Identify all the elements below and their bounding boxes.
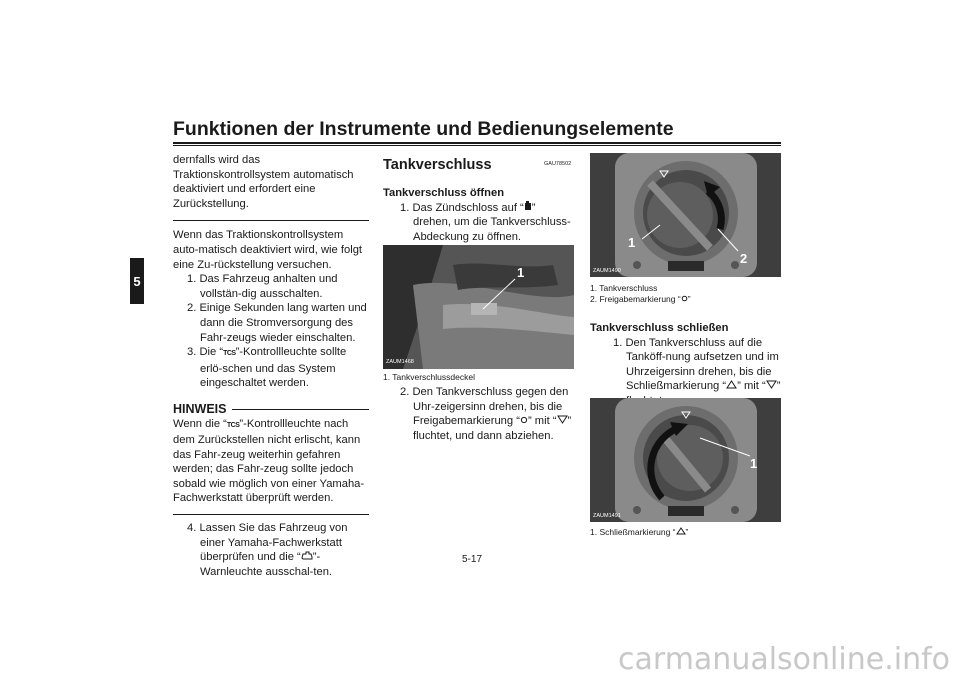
step-3 xyxy=(173,345,369,391)
tcs-icon: TCS xyxy=(223,350,236,358)
down-triangle-icon xyxy=(557,415,568,427)
caption-a: 1. Schließmarkierung “ xyxy=(590,527,676,537)
caption-b: ” xyxy=(685,527,689,537)
photo-code: ZAUM1490 xyxy=(593,268,621,274)
open-step-2-wrap xyxy=(383,385,575,443)
step-text: Das Fahrzeug anhalten und vollstän-dig ausschalten. xyxy=(199,273,338,300)
open-step-2 xyxy=(383,385,575,443)
watermark: carmanualsonline.info xyxy=(618,642,950,677)
photo-caption: 1. Tankverschlussdeckel xyxy=(383,372,475,382)
step-text: Einige Sekunden lang warten und dann die Stromversorgung des Fahr-zeugs wieder einschalten. xyxy=(199,302,367,344)
step-text-a: Lassen Sie das Fahrzeug von einer Yamaha-Fachwerkstatt überprüfen und die “ xyxy=(199,522,348,564)
intro-paragraph: dernfalls wird das Traktionskontrollsystem automatisch deaktiviert und erfordert eine Zurückstellung. xyxy=(173,154,354,210)
release-mark-icon xyxy=(520,415,528,427)
release-mark-icon xyxy=(681,294,688,304)
fuel-cap-photo-release xyxy=(590,153,781,277)
note-header xyxy=(173,402,369,417)
motorcycle-photo xyxy=(383,245,574,369)
left-column xyxy=(173,153,369,579)
page-number: 5-17 xyxy=(462,554,483,565)
step-text-b: ”-Warnleuchte ausschal-ten. xyxy=(200,551,333,578)
step-4 xyxy=(173,521,369,579)
step-text-a: Die “ xyxy=(199,346,224,359)
caption-2-a: 2. Freigabemarkierung “ xyxy=(590,294,681,304)
down-triangle-icon xyxy=(766,380,777,392)
note-rule xyxy=(232,409,369,410)
caption-2 xyxy=(590,294,691,305)
callout-2: 2 xyxy=(740,251,748,266)
note-end-rule xyxy=(173,514,369,515)
photo-code: ZAUM1468 xyxy=(386,359,414,365)
step-text-c: ” xyxy=(776,380,781,393)
callout-1: 1 xyxy=(628,235,636,250)
step-1 xyxy=(173,272,369,301)
chapter-tab: 5 xyxy=(130,258,144,304)
page-title: Funktionen der Instrumente und Bedienungselemente xyxy=(173,118,674,140)
step-text-a: Den Tankverschluss auf die Tanköff-nung aufsetzen und im Uhrzeigersinn drehen, bis die Schließmarkierung “ xyxy=(625,336,779,393)
divider xyxy=(173,220,369,221)
open-step-1 xyxy=(383,201,575,245)
note-heading: HINWEIS xyxy=(173,401,227,416)
note-text xyxy=(173,417,369,507)
callout-1: 1 xyxy=(517,265,525,280)
up-triangle-icon xyxy=(676,527,686,537)
note-text-a: Wenn die “ xyxy=(173,417,227,430)
step-number: 1. xyxy=(400,201,410,214)
step-number: 4. xyxy=(187,522,197,535)
open-heading: Tankverschluss öffnen xyxy=(383,187,505,199)
step-text-c: ” fluchtet, und dann abziehen. xyxy=(413,415,572,442)
key-icon xyxy=(524,202,532,214)
step-number: 1. xyxy=(187,273,197,286)
fuel-cap-photo-close xyxy=(590,398,781,522)
step-text-b: ” mit “ xyxy=(527,415,557,428)
step-number: 3. xyxy=(187,346,197,359)
up-triangle-icon xyxy=(726,380,737,392)
step-text-a: Das Zündschloss auf “ xyxy=(412,201,524,214)
close-section xyxy=(590,321,785,409)
callout-1: 1 xyxy=(750,456,758,471)
tcs-icon: TCS xyxy=(226,421,240,429)
photo-caption xyxy=(590,527,688,538)
close-heading: Tankverschluss schließen xyxy=(590,322,729,334)
step-number: 2. xyxy=(400,386,410,398)
section-code xyxy=(544,152,571,170)
section-heading: Tankverschluss xyxy=(383,157,492,173)
step-text-b: ” drehen, um die Tankverschluss-Abdeckung zu öffnen. xyxy=(413,201,571,243)
step-text-b: ”-Kontrollleuchte sollte erlö-schen und das System eingeschaltet werden. xyxy=(200,346,347,390)
note-text-b: ”-Kontrollleuchte nach dem Zurückstellen nicht erlischt, kann das Fahr-zeug weiterhin gefahren werden; das Fahr-zeug sollte jedoch sobald wie möglich von einer Yamaha-Fachwerkstatt überprüft werden. xyxy=(173,417,365,505)
section-code-text: GAU78502 xyxy=(544,161,572,167)
middle-column xyxy=(383,186,575,244)
step-number: 1. xyxy=(613,336,623,349)
photo-captions xyxy=(590,283,691,305)
photo-code: ZAUM1491 xyxy=(593,513,621,519)
reset-intro: Wenn das Traktionskontrollsystem auto-matisch deaktiviert wird, wie folgt eine Zu-rückstellung versuchen. xyxy=(173,229,363,271)
step-2 xyxy=(173,301,369,345)
step-number: 2. xyxy=(187,302,197,315)
step-text-a: Den Tankverschluss gegen den Uhr-zeigersinn drehen, bis die Freigabemarkierung “ xyxy=(412,386,569,428)
engine-warning-icon xyxy=(301,551,313,563)
header-rule xyxy=(173,142,781,144)
step-text-b: ” mit “ xyxy=(737,380,766,393)
caption-1: 1. Tankverschluss xyxy=(590,283,658,293)
header-rule-thin xyxy=(173,145,781,146)
caption-2-b: ” xyxy=(687,294,691,304)
